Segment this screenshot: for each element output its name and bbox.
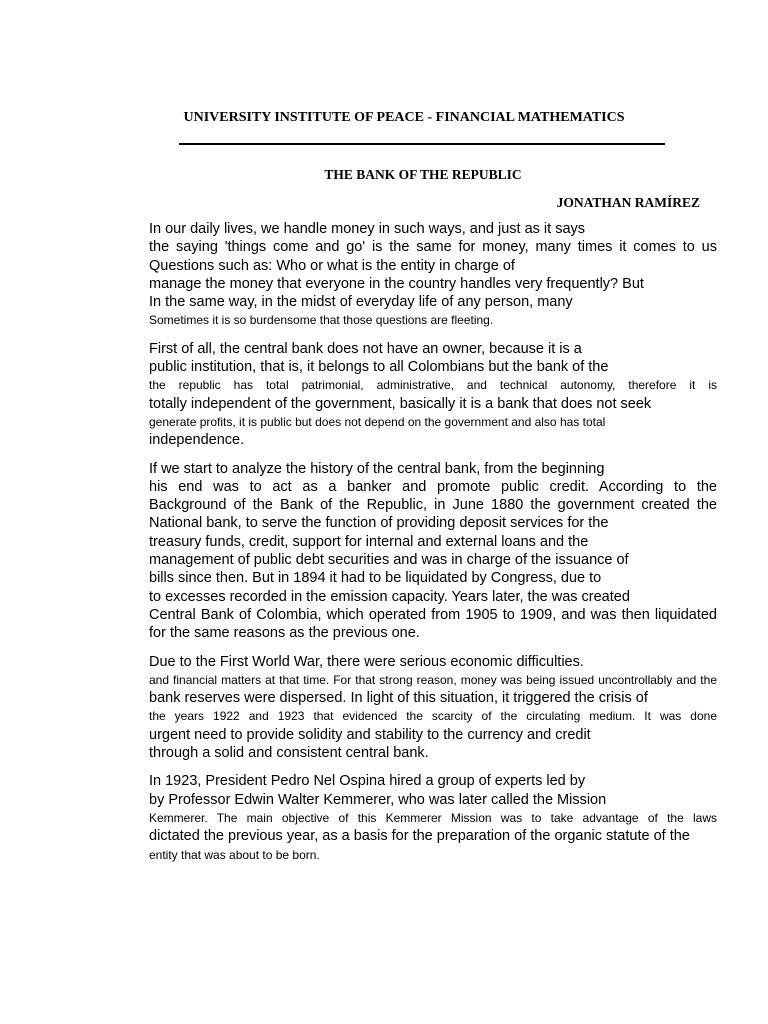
document-title: THE BANK OF THE REPUBLIC: [324, 167, 522, 182]
paragraph-line: Due to the First World War, there were serious economic difficulties.: [149, 653, 584, 670]
paragraph-line: public institution, that is, it belongs to all Colombians but the bank of the: [149, 359, 609, 376]
paragraph-line: the years 1922 and 1923 that evidenced the scarcity of the circulating medium. It was done: [149, 709, 717, 724]
paragraph-line: Kemmerer. The main objective of this Kemmerer Mission was to take advantage of the laws: [149, 810, 717, 825]
paragraph-line: Central Bank of Colombia, which operated from 1905 to 1909, and was then liquidated: [149, 606, 717, 623]
paragraph-line: independence.: [149, 432, 245, 449]
paragraph-line: for the same reasons as the previous one.: [149, 625, 420, 642]
paragraph-line: and financial matters at that time. For that strong reason, money was being issued uncontrollably and the: [149, 672, 717, 687]
author-name: JONATHAN RAMÍREZ: [556, 195, 700, 210]
paragraph-line: National bank, to serve the function of providing deposit services for the: [149, 515, 609, 532]
paragraph-line: If we start to analyze the history of the central bank, from the beginning: [149, 460, 605, 477]
header-divider: [179, 143, 665, 145]
paragraph: [149, 340, 717, 450]
paragraph-line: through a solid and consistent central bank.: [149, 745, 429, 762]
document-body: [149, 220, 717, 874]
paragraph-line: the saying 'things come and go' is the same for money, many times it comes to us: [149, 239, 717, 256]
paragraph: [149, 220, 717, 330]
paragraph-line: entity that was about to be born.: [149, 847, 320, 862]
paragraph-line: by Professor Edwin Walter Kemmerer, who was later called the Mission: [149, 791, 607, 808]
paragraph-line: generate profits, it is public but does not depend on the government and also has total: [149, 414, 606, 429]
paragraph-line: totally independent of the government, basically it is a bank that does not seek: [149, 395, 652, 412]
paragraph: [149, 460, 717, 643]
paragraph-line: bills since then. But in 1894 it had to be liquidated by Congress, due to: [149, 570, 602, 587]
paragraph-line: First of all, the central bank does not have an owner, because it is a: [149, 340, 582, 357]
paragraph-line: In our daily lives, we handle money in such ways, and just as it says: [149, 221, 586, 237]
paragraph-line: Background of the Bank of the Republic, in June 1880 the government created the: [149, 497, 717, 514]
paragraph-line: his end was to act as a banker and promote public credit. According to the: [149, 478, 717, 495]
paragraph: [149, 653, 717, 763]
paragraph-line: to excesses recorded in the emission capacity. Years later, the was created: [149, 588, 630, 605]
paragraph-line: In the same way, in the midst of everyday life of any person, many: [149, 294, 573, 311]
institute-heading: UNIVERSITY INSTITUTE OF PEACE - FINANCIAL MATHEMATICS: [183, 110, 625, 125]
paragraph-line: management of public debt securities and was in charge of the issuance of: [149, 552, 629, 569]
paragraph-line: Questions such as: Who or what is the entity in charge of: [149, 257, 515, 274]
paragraph-line: dictated the previous year, as a basis for the preparation of the organic statute of the: [149, 828, 690, 845]
paragraph-line: the republic has total patrimonial, administrative, and technical autonomy, therefore it is: [149, 378, 717, 393]
paragraph-line: bank reserves were dispersed. In light of this situation, it triggered the crisis of: [149, 690, 648, 707]
paragraph-line: In 1923, President Pedro Nel Ospina hired a group of experts led by: [149, 773, 586, 790]
paragraph-line: treasury funds, credit, support for internal and external loans and the: [149, 533, 589, 550]
paragraph: [149, 772, 717, 863]
paragraph-line: manage the money that everyone in the country handles very frequently? But: [149, 275, 644, 292]
paragraph-line: Sometimes it is so burdensome that those questions are fleeting.: [149, 313, 494, 328]
paragraph-line: urgent need to provide solidity and stability to the currency and credit: [149, 726, 591, 743]
